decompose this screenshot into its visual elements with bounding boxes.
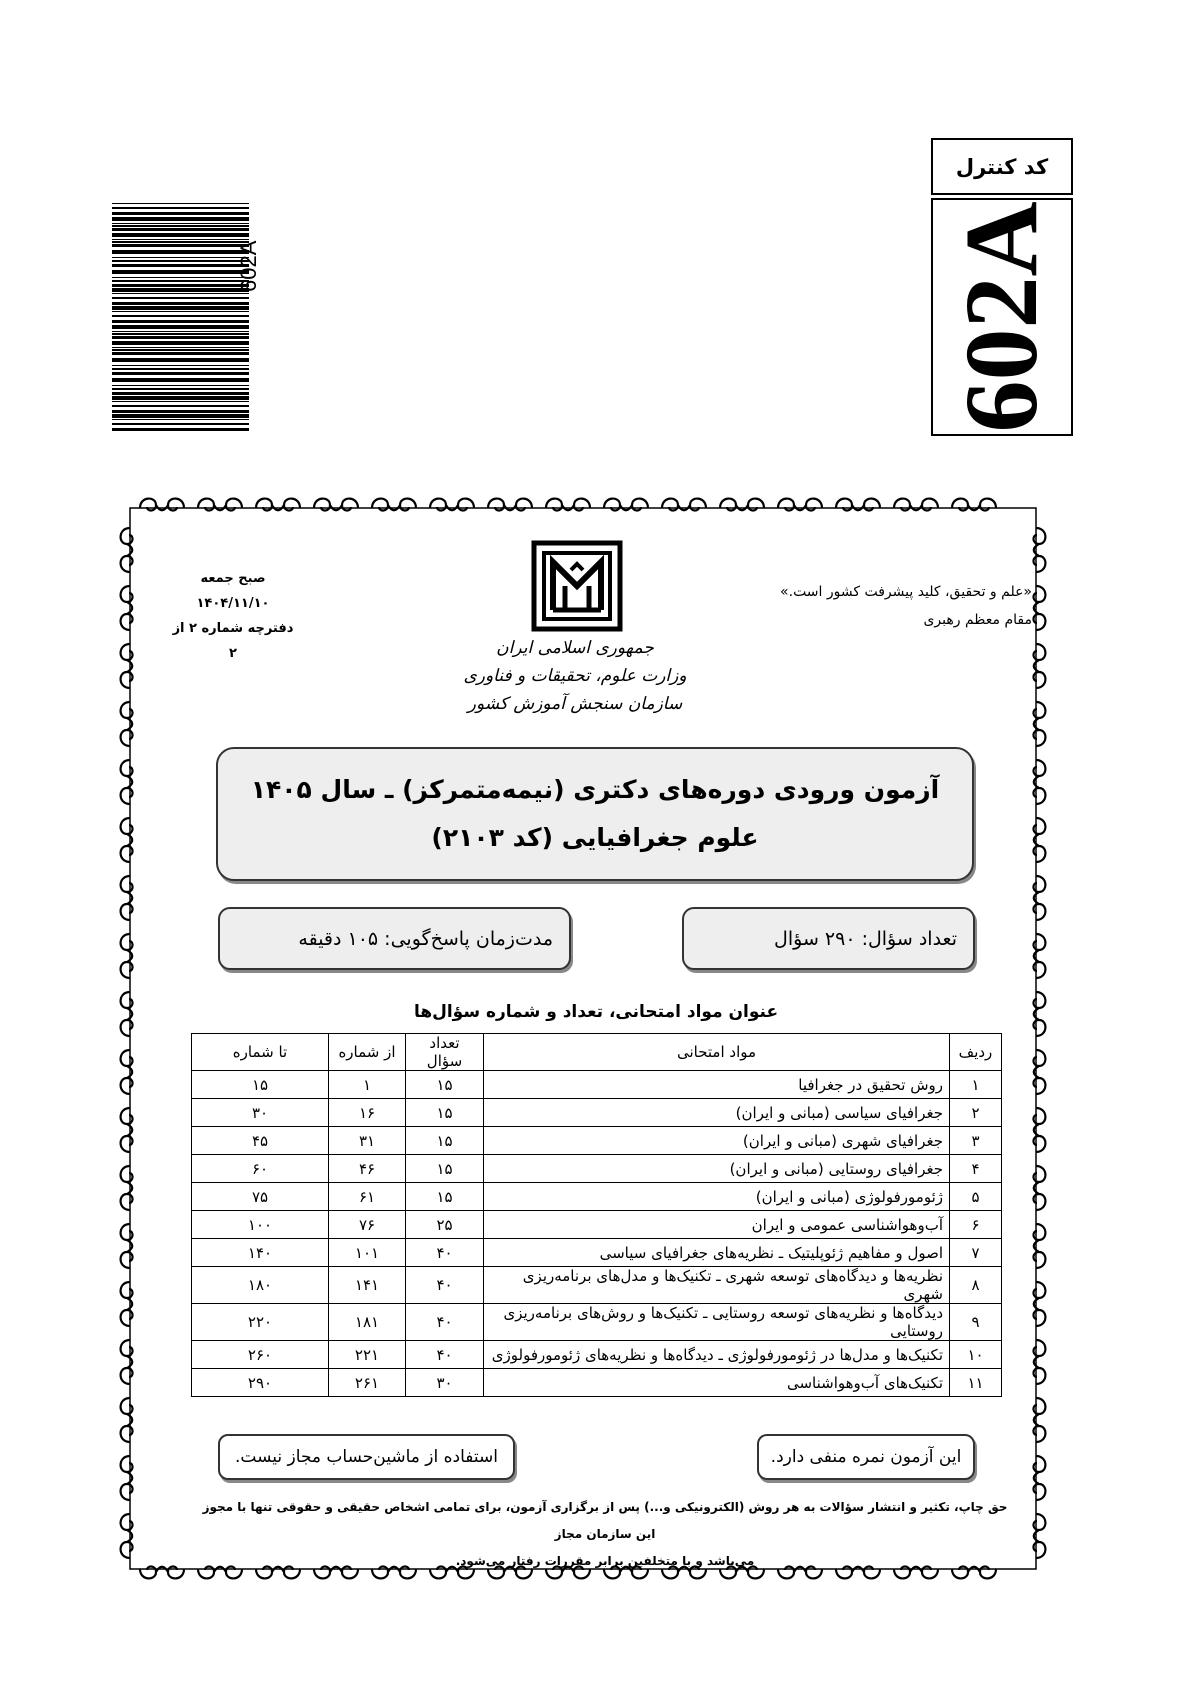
cell-to: ۶۰ <box>192 1155 329 1183</box>
table-title: عنوان مواد امتحانی، تعداد و شماره سؤال‌ها <box>413 1002 779 1022</box>
cell-count: ۱۵ <box>406 1127 484 1155</box>
session-info <box>170 566 296 666</box>
header-row-number: ردیف <box>950 1034 1002 1071</box>
cell-from: ۴۶ <box>329 1155 406 1183</box>
control-code: 602A <box>944 201 1059 433</box>
cell-row: ۳ <box>950 1127 1002 1155</box>
header-count: تعداد سؤال <box>406 1034 484 1071</box>
org-line-3: سازمان سنجش آموزش کشور <box>467 694 683 714</box>
table-row <box>192 1369 1002 1397</box>
organization-block <box>450 634 700 718</box>
cell-row: ۲ <box>950 1099 1002 1127</box>
cell-subject: روش تحقیق در جغرافیا <box>484 1071 950 1099</box>
duration-box <box>218 907 571 970</box>
cell-count: ۴۰ <box>406 1304 484 1341</box>
question-count: تعداد سؤال: ۲۹۰ سؤال <box>774 927 957 950</box>
org-line-2: وزارت علوم، تحقیقات و فناوری <box>463 666 687 686</box>
cell-from: ۳۱ <box>329 1127 406 1155</box>
duration: مدت‌زمان پاسخ‌گویی: ۱۰۵ دقیقه <box>298 927 553 950</box>
quote-author: مقام معظم رهبری <box>923 612 1032 628</box>
org-line-1: جمهوری اسلامی ایران <box>496 638 654 658</box>
cell-to: ۱۴۰ <box>192 1239 329 1267</box>
control-code-label: کد کنترل <box>931 138 1073 195</box>
control-code-box <box>931 198 1073 436</box>
cell-from: ۱۴۱ <box>329 1267 406 1304</box>
quote-text: «علم و تحقیق، کلید پیشرفت کشور است.» <box>780 584 1032 600</box>
table-row <box>192 1127 1002 1155</box>
header-from: از شماره <box>329 1034 406 1071</box>
cell-from: ۱۰۱ <box>329 1239 406 1267</box>
subjects-table <box>191 1033 1002 1397</box>
exam-title: آزمون ورودی دوره‌های دکتری (نیمه‌متمرکز) ـ سال ۱۴۰۵ <box>250 775 940 804</box>
cell-subject: آب‌وهواشناسی عمومی و ایران <box>484 1211 950 1239</box>
table-row <box>192 1304 1002 1341</box>
cell-to: ۱۸۰ <box>192 1267 329 1304</box>
copyright-notice <box>200 1494 1010 1575</box>
header-subject: مواد امتحانی <box>484 1034 950 1071</box>
header-to: تا شماره <box>192 1034 329 1071</box>
cell-from: ۱۶ <box>329 1099 406 1127</box>
cell-from: ۶۱ <box>329 1183 406 1211</box>
table-row <box>192 1239 1002 1267</box>
cell-count: ۱۵ <box>406 1071 484 1099</box>
cell-from: ۱ <box>329 1071 406 1099</box>
cell-to: ۳۰ <box>192 1099 329 1127</box>
cell-to: ۱۰۰ <box>192 1211 329 1239</box>
table-row <box>192 1155 1002 1183</box>
cell-to: ۲۲۰ <box>192 1304 329 1341</box>
cell-from: ۲۲۱ <box>329 1341 406 1369</box>
calculator-notice <box>218 1434 515 1480</box>
calculator-text: استفاده از ماشین‌حساب مجاز نیست. <box>235 1447 498 1467</box>
cell-subject: جغرافیای شهری (مبانی و ایران) <box>484 1127 950 1155</box>
booklet-number: دفترچه شماره ۲ از ۲ <box>172 621 294 661</box>
copyright-line-2: می‌باشد و با متخلفین برابر مقررات رفتار می‌شود. <box>455 1554 755 1568</box>
cell-from: ۱۸۱ <box>329 1304 406 1341</box>
cell-count: ۱۵ <box>406 1183 484 1211</box>
cell-subject: اصول و مفاهیم ژئوپلیتیک ـ نظریه‌های جغرافیای سیاسی <box>484 1239 950 1267</box>
cell-subject: جغرافیای روستایی (مبانی و ایران) <box>484 1155 950 1183</box>
exam-subtitle: علوم جغرافیایی (کد ۲۱۰۳) <box>431 823 759 852</box>
table-row <box>192 1099 1002 1127</box>
cell-subject: نظریه‌ها و دیدگاه‌های توسعه شهری ـ تکنیک‌ها و مدل‌های برنامه‌ریزی شهری <box>484 1267 950 1304</box>
cell-subject: تکنیک‌ها و مدل‌ها در ژئومورفولوژی ـ دیدگاه‌ها و نظریه‌های ژئومورفولوژی <box>484 1341 950 1369</box>
cell-row: ۱ <box>950 1071 1002 1099</box>
cell-to: ۴۵ <box>192 1127 329 1155</box>
cell-row: ۹ <box>950 1304 1002 1341</box>
barcode-text: 602A <box>236 240 261 292</box>
cell-count: ۱۵ <box>406 1155 484 1183</box>
table-body <box>192 1071 1002 1397</box>
cell-count: ۳۰ <box>406 1369 484 1397</box>
cell-subject: دیدگاه‌ها و نظریه‌های توسعه روستایی ـ تکنیک‌ها و روش‌های برنامه‌ریزی روستایی <box>484 1304 950 1341</box>
negative-mark-text: این آزمون نمره منفی دارد. <box>770 1447 962 1467</box>
cell-to: ۱۵ <box>192 1071 329 1099</box>
cell-count: ۴۰ <box>406 1341 484 1369</box>
barcode-icon <box>112 203 249 433</box>
table-header-row <box>192 1034 1002 1071</box>
exam-title-box <box>216 747 974 881</box>
cell-subject: جغرافیای سیاسی (مبانی و ایران) <box>484 1099 950 1127</box>
cell-row: ۸ <box>950 1267 1002 1304</box>
session-time: صبح جمعه <box>200 571 266 586</box>
negative-mark-notice <box>757 1434 975 1480</box>
question-count-box <box>682 907 975 970</box>
copyright-line-1: حق چاپ، تکثیر و انتشار سؤالات به هر روش (الکترونیکی و...) پس از برگزاری آزمون، برای تمامی اشخاص حقیقی و حقوقی تنها با مجوز این سازمان مجاز <box>202 1500 1008 1541</box>
cell-row: ۶ <box>950 1211 1002 1239</box>
cell-row: ۱۱ <box>950 1369 1002 1397</box>
cell-count: ۲۵ <box>406 1211 484 1239</box>
table-row <box>192 1071 1002 1099</box>
cell-from: ۷۶ <box>329 1211 406 1239</box>
cell-row: ۵ <box>950 1183 1002 1211</box>
cell-row: ۷ <box>950 1239 1002 1267</box>
cell-row: ۱۰ <box>950 1341 1002 1369</box>
table-row <box>192 1341 1002 1369</box>
cell-row: ۴ <box>950 1155 1002 1183</box>
cell-subject: تکنیک‌های آب‌وهواشناسی <box>484 1369 950 1397</box>
session-date: ۱۴۰۴/۱۱/۱۰ <box>196 596 270 611</box>
table-row <box>192 1183 1002 1211</box>
cell-count: ۴۰ <box>406 1267 484 1304</box>
cell-count: ۴۰ <box>406 1239 484 1267</box>
quote-block <box>742 578 1032 634</box>
cell-count: ۱۵ <box>406 1099 484 1127</box>
cell-to: ۲۶۰ <box>192 1341 329 1369</box>
cell-to: ۷۵ <box>192 1183 329 1211</box>
cell-to: ۲۹۰ <box>192 1369 329 1397</box>
table-row <box>192 1211 1002 1239</box>
sanjesh-logo-icon <box>531 540 623 632</box>
cell-subject: ژئومورفولوژی (مبانی و ایران) <box>484 1183 950 1211</box>
table-row <box>192 1267 1002 1304</box>
cell-from: ۲۶۱ <box>329 1369 406 1397</box>
